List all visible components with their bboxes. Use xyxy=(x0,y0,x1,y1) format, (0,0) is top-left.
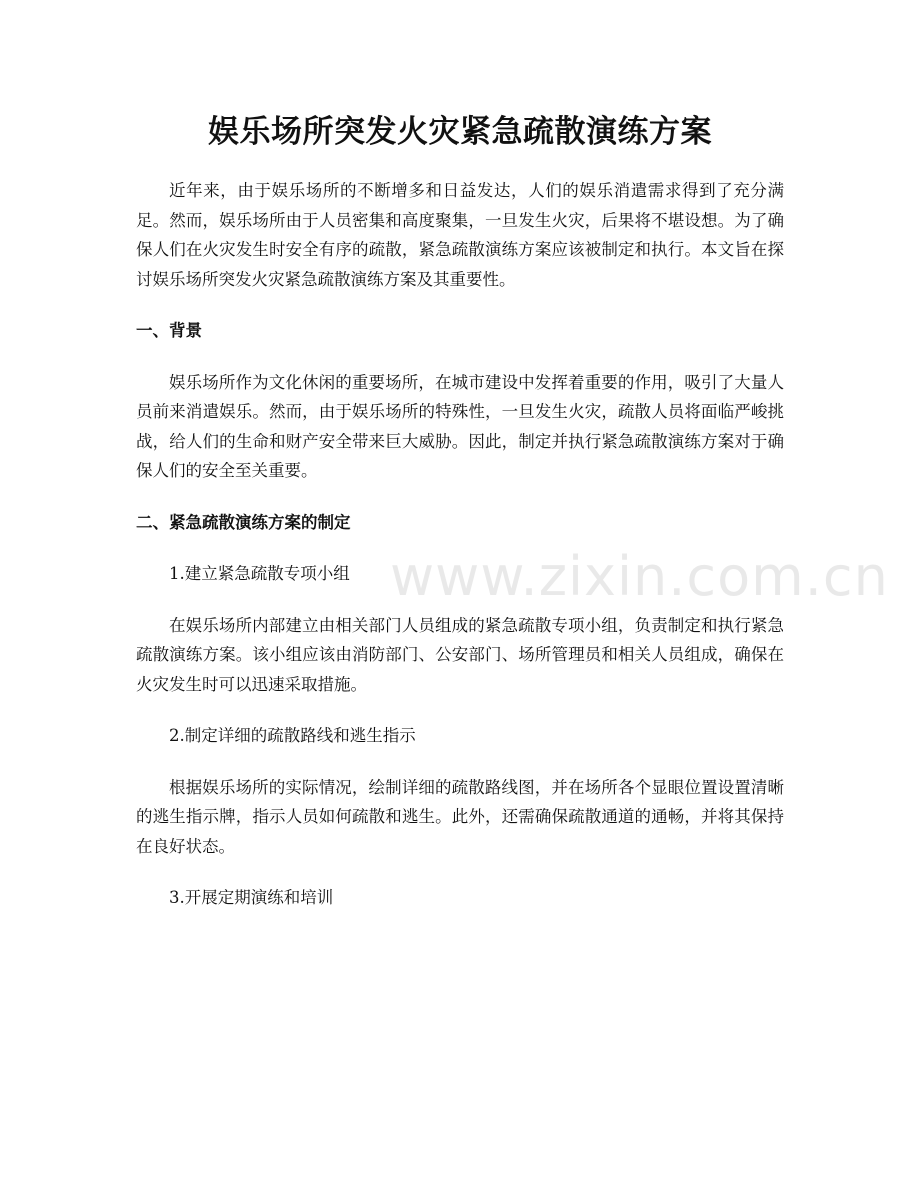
background-paragraph: 娱乐场所作为文化休闲的重要场所，在城市建设中发挥着重要的作用，吸引了大量人员前来消遣娱乐。然而，由于娱乐场所的特殊性，一旦发生火灾，疏散人员将面临严峻挑战，给人们的生命和财产安全带来巨大威胁。因此，制定并执行紧急疏散演练方案对于确保人们的安全至关重要。 xyxy=(136,372,784,480)
document-title: 娱乐场所突发火灾紧急疏散演练方案 xyxy=(208,114,712,150)
subheading-evacuation-routes: 2.制定详细的疏散路线和逃生指示 xyxy=(169,726,416,745)
subheading-special-team: 1.建立紧急疏散专项小组 xyxy=(169,564,350,583)
watermark-text: www.zixin.com.cn xyxy=(390,545,889,608)
special-team-paragraph: 在娱乐场所内部建立由相关部门人员组成的紧急疏散专项小组，负责制定和执行紧急疏散演练方案。该小组应该由消防部门、公安部门、场所管理员和相关人员组成，确保在火灾发生时可以迅速采取措施。 xyxy=(136,615,784,694)
section-heading-plan: 二、紧急疏散演练方案的制定 xyxy=(136,512,351,532)
subheading-regular-drills: 3.开展定期演练和培训 xyxy=(169,888,334,907)
section-heading-background: 一、背景 xyxy=(136,321,202,340)
intro-paragraph: 近年来，由于娱乐场所的不断增多和日益发达，人们的娱乐消遣需求得到了充分满足。然而，娱乐场所由于人员密集和高度聚集，一旦发生火灾，后果将不堪设想。为了确保人们在火灾发生时安全有序的疏散，紧急疏散演练方案应该被制定和执行。本文旨在探讨娱乐场所突发火灾紧急疏散演练方案及其重要性。 xyxy=(136,181,784,289)
evacuation-routes-paragraph: 根据娱乐场所的实际情况，绘制详细的疏散路线图，并在场所各个显眼位置设置清晰的逃生指示牌，指示人员如何疏散和逃生。此外，还需确保疏散通道的通畅，并将其保持在良好状态。 xyxy=(136,777,784,856)
